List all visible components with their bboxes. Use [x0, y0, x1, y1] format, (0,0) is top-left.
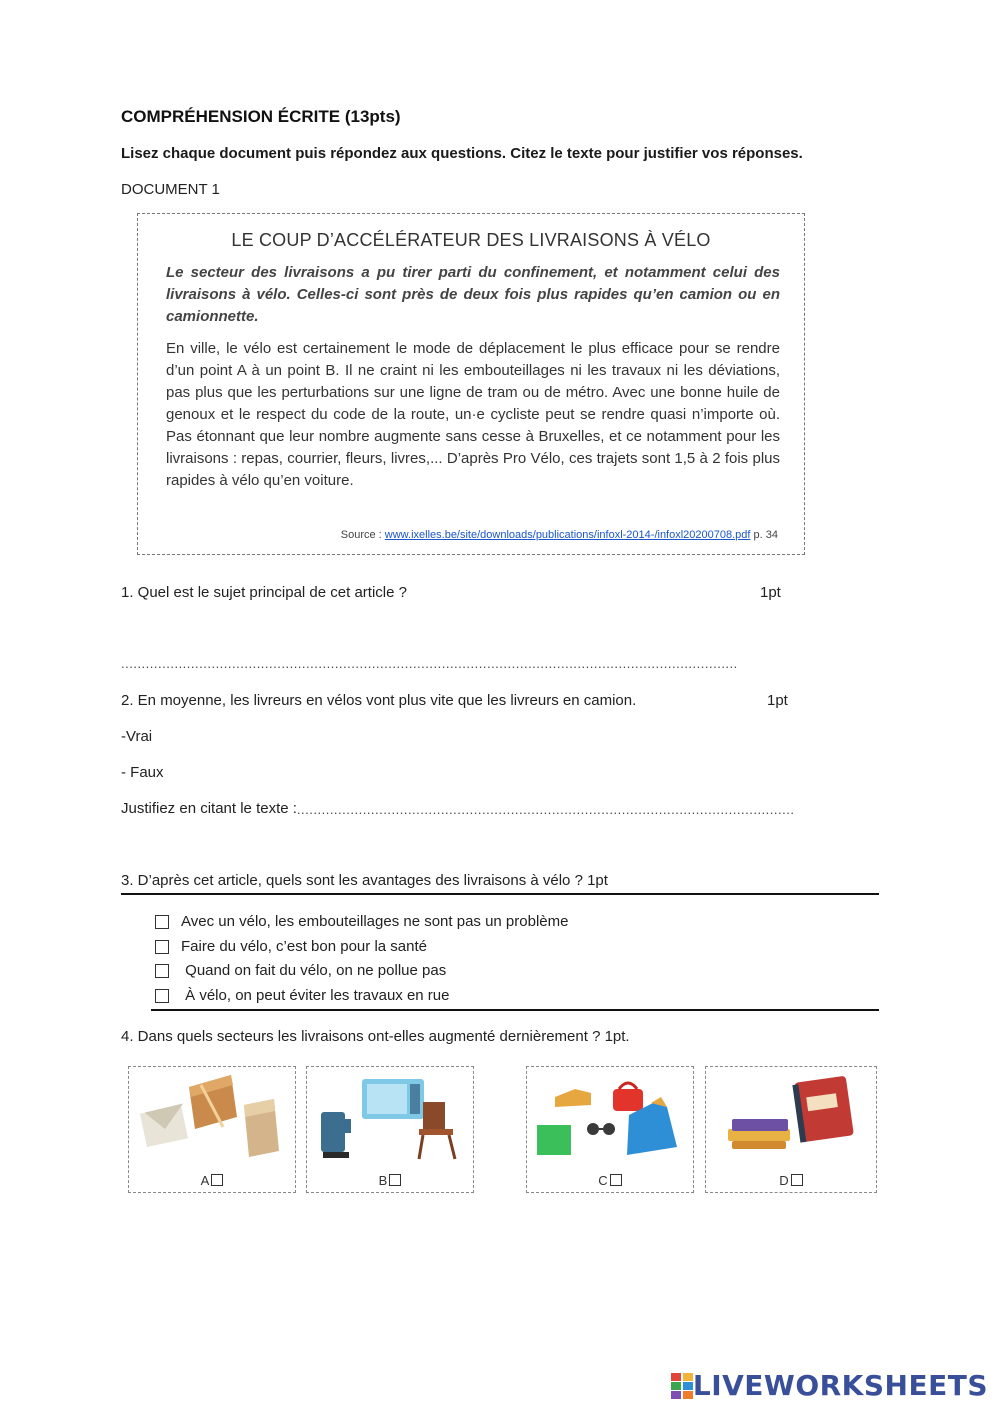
checkbox[interactable]	[155, 989, 169, 1003]
logo-text: LIVEWORKSHEETS	[692, 1369, 988, 1402]
card-d[interactable]	[705, 1066, 877, 1193]
card-b-label[interactable]: B	[307, 1173, 473, 1188]
card-c[interactable]	[526, 1066, 694, 1193]
document-label: DOCUMENT 1	[121, 181, 220, 198]
checkbox[interactable]	[389, 1174, 401, 1186]
divider-bottom	[151, 1009, 879, 1011]
justify-row	[121, 800, 881, 817]
liveworksheets-logo	[671, 1369, 988, 1402]
checkbox[interactable]	[155, 915, 169, 929]
question-2-points: 1pt	[767, 692, 788, 709]
question-1-points: 1pt	[760, 584, 781, 601]
page-title: COMPRÉHENSION ÉCRITE (13pts)	[121, 107, 401, 126]
mail-illustration-icon	[129, 1067, 297, 1172]
appliances-illustration-icon	[307, 1067, 475, 1172]
article-paragraph-2: En ville, le vélo est certainement le mode de déplacement le plus efficace pour se rendre d’un point A à un point B. Il ne craint ni les embouteillages ni les travaux ni les déviations, pas plus que les perturbations sur une ligne de tram ou de métro. Avec une bonne huile de genoux et le respect du code de la route, un·e cycliste peut se rendre quasi n’importe où. Pas étonnant que leur nombre augmente sans cesse à Bruxelles, et ce notamment pour les livraisons : repas, courrier, fleurs, livres,... D’après Pro Vélo, ces trajets sont 1,5 à 2 fois plus rapides à vélo qu’en voiture.	[166, 340, 780, 489]
checkbox-option-2[interactable]: Faire du vélo, c’est bon pour la santé	[155, 938, 427, 955]
checkbox-option-3[interactable]: Quand on fait du vélo, on ne pollue pas	[155, 962, 446, 979]
question-2: 2. En moyenne, les livreurs en vélos vont plus vite que les livreurs en camion.	[121, 692, 637, 709]
answer-line-1[interactable]: ......................................................................................................................................................	[121, 656, 738, 671]
article-source	[341, 529, 778, 541]
card-a[interactable]	[128, 1066, 296, 1193]
instructions: Lisez chaque document puis répondez aux questions. Citez le texte pour justifier vos réponses.	[121, 145, 803, 162]
checkbox[interactable]	[211, 1174, 223, 1186]
option-faux[interactable]: - Faux	[121, 764, 164, 781]
card-d-label[interactable]: D	[706, 1173, 876, 1188]
card-a-label[interactable]: A	[129, 1173, 295, 1188]
checkbox[interactable]	[791, 1174, 803, 1186]
divider-top	[121, 893, 879, 895]
article-box	[137, 213, 805, 555]
source-prefix: Source :	[340, 529, 385, 541]
article-title: LE COUP D’ACCÉLÉRATEUR DES LIVRAISONS À VÉLO	[231, 230, 711, 250]
article-paragraph-1: Le secteur des livraisons a pu tirer parti du confinement, et notamment celui des livraisons à vélo. Celles-ci sont près de deux fois plus rapides qu’en camion ou en camionnette.	[166, 264, 780, 325]
question-4: 4. Dans quels secteurs les livraisons ont-elles augmenté dernièrement ? 1pt.	[121, 1028, 630, 1045]
source-link[interactable]: www.ixelles.be/site/downloads/publications/infoxl-2014-/infoxl20200708.pdf	[384, 529, 751, 541]
books-illustration-icon	[706, 1067, 878, 1172]
card-b[interactable]	[306, 1066, 474, 1193]
liveworksheets-logo-icon	[671, 1373, 693, 1399]
question-1: 1. Quel est le sujet principal de cet article ?	[121, 584, 407, 601]
clothing-illustration-icon	[527, 1067, 695, 1172]
checkbox-option-1[interactable]: Avec un vélo, les embouteillages ne sont pas un problème	[155, 913, 568, 930]
checkbox-option-4[interactable]: À vélo, on peut éviter les travaux en rue	[155, 987, 449, 1004]
option-vrai[interactable]: -Vrai	[121, 728, 153, 745]
justify-label: Justifiez en citant le texte :	[121, 800, 297, 817]
card-c-label[interactable]: C	[527, 1173, 693, 1188]
question-3: 3. D’après cet article, quels sont les avantages des livraisons à vélo ? 1pt	[121, 872, 608, 889]
justify-answer-line[interactable]: .........................................................................................................................	[296, 802, 795, 817]
source-suffix: p. 34	[750, 529, 778, 541]
checkbox[interactable]	[610, 1174, 622, 1186]
checkbox[interactable]	[155, 964, 169, 978]
checkbox[interactable]	[155, 940, 169, 954]
